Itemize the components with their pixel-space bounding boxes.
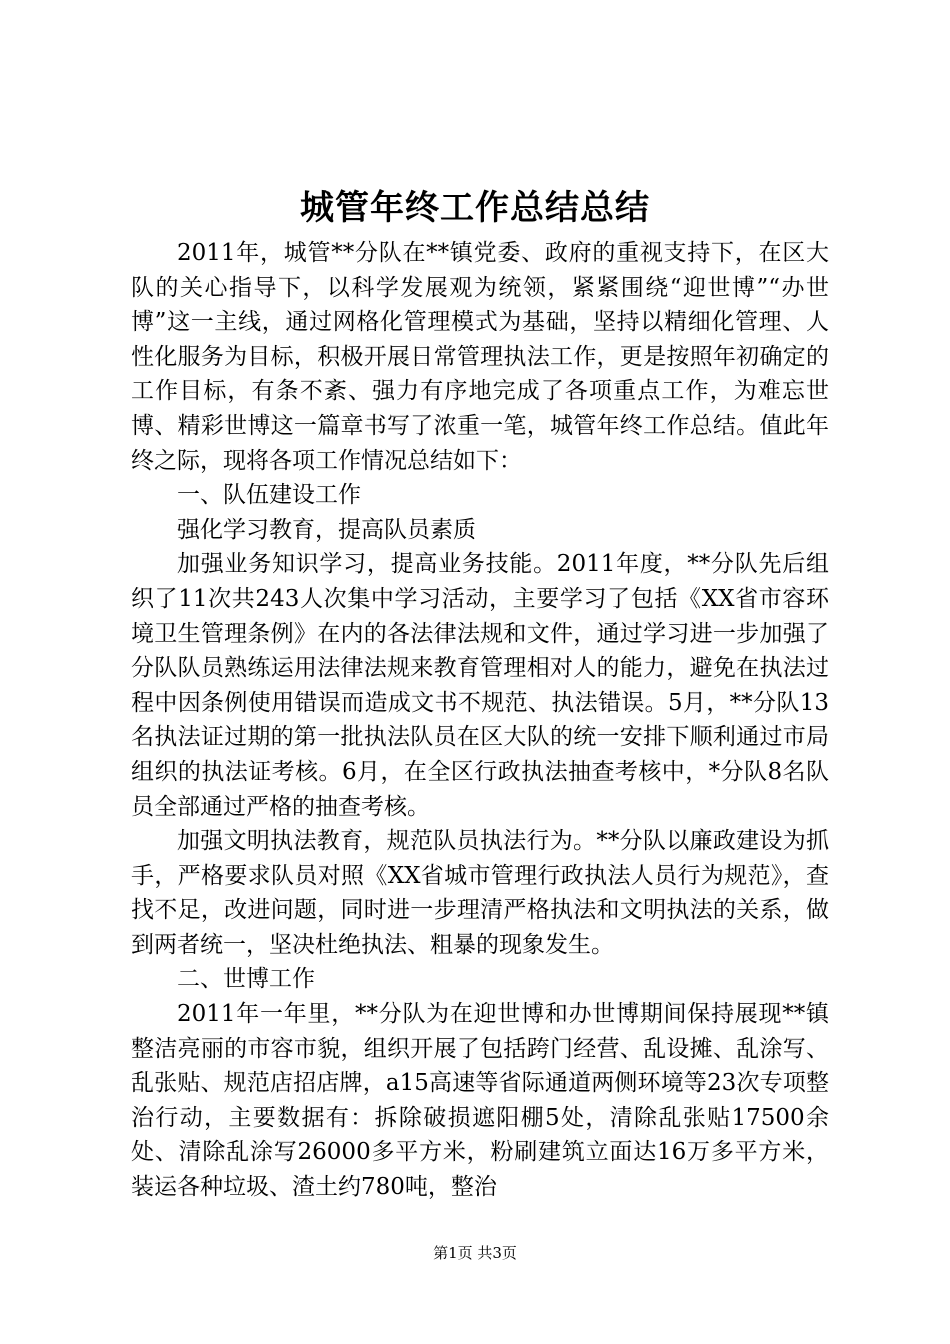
section-heading-expo-work: 二、世博工作 [177,966,315,993]
page-footer: 第1页 共3页 [433,1244,517,1262]
document-title: 城管年终工作总结总结 [300,188,650,228]
paragraph-expo-work: 2011年一年里，**分队为在迎世博和办世博期间保持展现**镇整洁亮丽的市容市貌，组织开展了包括跨门经营、乱设摊、乱涂写、乱张贴、规范店招店牌，a15高速等省际通道两侧环境等23次专项整治行动，主要数据有：拆除破损遮阳棚5处，清除乱张贴17500余处、清除乱涂写26000多平方米，粉刷建筑立面达16万多平方米，装运各种垃圾、渣土约780吨，整治 [131,1001,829,1201]
document-body [131,236,829,1205]
subheading-study-education: 强化学习教育，提高队员素质 [177,516,476,543]
section-heading-team-building: 一、队伍建设工作 [177,482,361,509]
paragraph-civilized-enforcement: 加强文明执法教育，规范队员执法行为。**分队以廉政建设为抓手，严格要求队员对照《XX省城市管理行政执法人员行为规范》，查找不足，改进问题，同时进一步理清严格执法和文明执法的关系，做到两者统一，坚决杜绝执法、粗暴的现象发生。 [131,828,829,958]
intro-paragraph: 2011年，城管**分队在**镇党委、政府的重视支持下，在区大队的关心指导下，以科学发展观为统领，紧紧围绕“迎世博”“办世博”这一主线，通过网格化管理模式为基础，坚持以精细化管理、人性化服务为目标，积极开展日常管理执法工作，更是按照年初确定的工作目标，有条不紊、强力有序地完成了各项重点工作，为难忘世博、精彩世博这一篇章书写了浓重一笔，城管年终工作总结。值此年终之际，现将各项工作情况总结如下： [131,240,829,474]
paragraph-business-study: 加强业务知识学习，提高业务技能。2011年度，**分队先后组织了11次共243人次集中学习活动，主要学习了包括《XX省市容环境卫生管理条例》在内的各法律法规和文件，通过学习进一步加强了分队队员熟练运用法律法规来教育管理相对人的能力，避免在执法过程中因条例使用错误而造成文书不规范、执法错误。5月，**分队13名执法证过期的第一批执法队员在区大队的统一安排下顺利通过市局组织的执法证考核。6月，在全区行政执法抽查考核中，*分队8名队员全部通过严格的抽查考核。 [131,551,829,820]
